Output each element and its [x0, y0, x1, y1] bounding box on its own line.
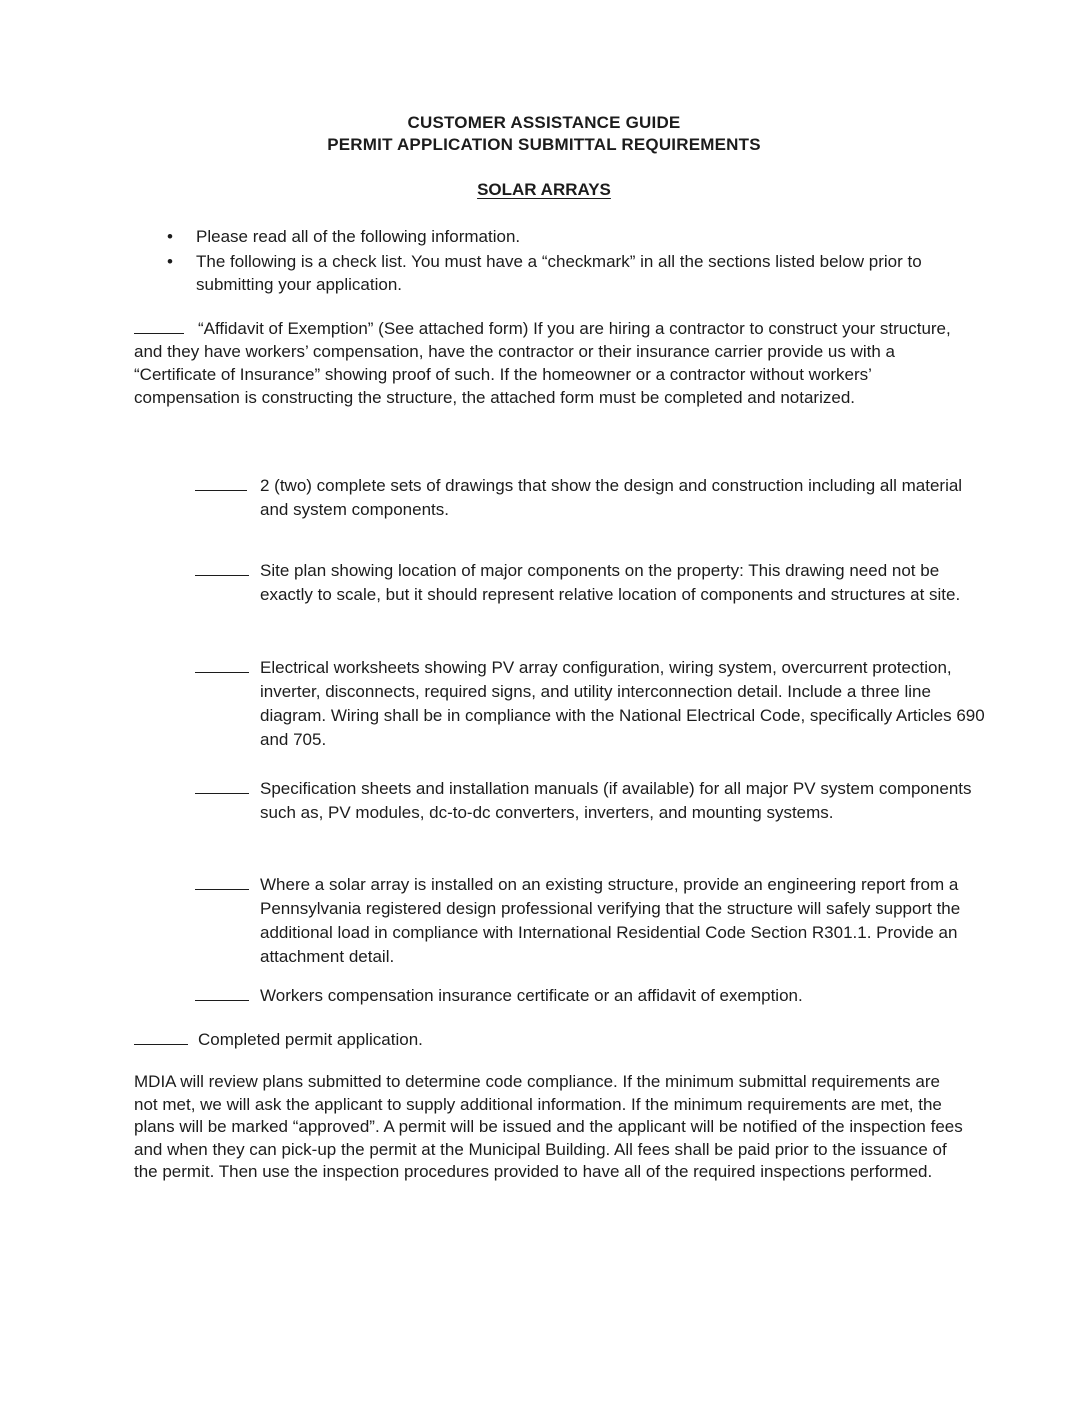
checkmark-blank[interactable]: [195, 986, 249, 1001]
checklist-text: Specification sheets and installation manuals (if available) for all major PV system components such as, PV modules, dc-to-dc converters, inverters, and mounting systems.: [260, 779, 972, 822]
checklist-item-site-plan: [195, 559, 985, 607]
bullet-text: The following is a check list. You must have a “checkmark” in all the sections listed below prior to submitting your application.: [196, 251, 922, 294]
completed-application-item: [134, 1028, 964, 1051]
completed-application-text: Completed permit application.: [198, 1030, 423, 1049]
checklist-item-electrical: [195, 656, 985, 752]
checkmark-blank[interactable]: [195, 875, 249, 890]
bullet-icon: •: [167, 251, 173, 271]
instruction-bullets: [163, 225, 943, 298]
affidavit-paragraph: [134, 317, 964, 409]
checkmark-blank[interactable]: [134, 319, 184, 334]
checklist-item-engineering-report: [195, 873, 985, 969]
bullet-item: [163, 225, 943, 249]
checkmark-blank[interactable]: [134, 1030, 188, 1045]
section-title: [0, 179, 1088, 201]
checklist-text: Site plan showing location of major components on the property: This drawing need not be exactly to scale, but it should represent relative location of components and structures at site.: [260, 561, 961, 604]
checklist-item-drawings: [195, 474, 985, 522]
checklist-text: Workers compensation insurance certificate or an affidavit of exemption.: [260, 986, 803, 1005]
checklist-item-specifications: [195, 777, 985, 825]
closing-paragraph: MDIA will review plans submitted to determine code compliance. If the minimum submittal requirements are not met, we will ask the applicant to supply additional information. If the minimum requirements are met, the plans will be marked “approved”. A permit will be issued and the applicant will be notified of the inspection fees and when they can pick-up the permit at the Municipal Building. All fees shall be paid prior to the issuance of the permit. Then use the inspection procedures provided to have all of the required inspections performed.: [134, 1072, 963, 1182]
bullet-item: [163, 250, 943, 297]
checklist-text: 2 (two) complete sets of drawings that show the design and construction including all material and system components.: [260, 476, 963, 519]
guide-title: CUSTOMER ASSISTANCE GUIDE: [407, 113, 681, 132]
affidavit-text: “Affidavit of Exemption” (See attached form) If you are hiring a contractor to construct your structure, and they have workers’ compensation, have the contractor or their insurance carrier provide us with a “Certificate of Insurance” showing proof of such. If the homeowner or a contractor without workers’ compensation is constructing the structure, the attached form must be completed and notarized.: [134, 319, 951, 407]
bullet-text: Please read all of the following information.: [196, 227, 521, 246]
requirements-title: PERMIT APPLICATION SUBMITTAL REQUIREMENTS: [327, 135, 761, 154]
document-header: [0, 112, 1088, 156]
bullet-icon: •: [167, 227, 173, 246]
checkmark-blank[interactable]: [195, 779, 249, 794]
checkmark-blank[interactable]: [195, 658, 249, 673]
checkmark-blank[interactable]: [195, 561, 249, 576]
checklist-item-workers-comp: [195, 984, 985, 1008]
checkmark-blank[interactable]: [195, 476, 247, 491]
section-title-text: SOLAR ARRAYS: [477, 180, 611, 199]
checklist-text: Electrical worksheets showing PV array configuration, wiring system, overcurrent protection, inverter, disconnects, required signs, and utility interconnection detail. Include a three line diagram. Wiring shall be in compliance with the National Electrical Code, specifically Articles 690 and 705.: [260, 658, 985, 749]
checklist-text: Where a solar array is installed on an existing structure, provide an engineering report from a Pennsylvania registered design professional verifying that the structure will safely support the additional load in compliance with International Residential Code Section R301.1. Provide an attachment detail.: [260, 875, 961, 966]
